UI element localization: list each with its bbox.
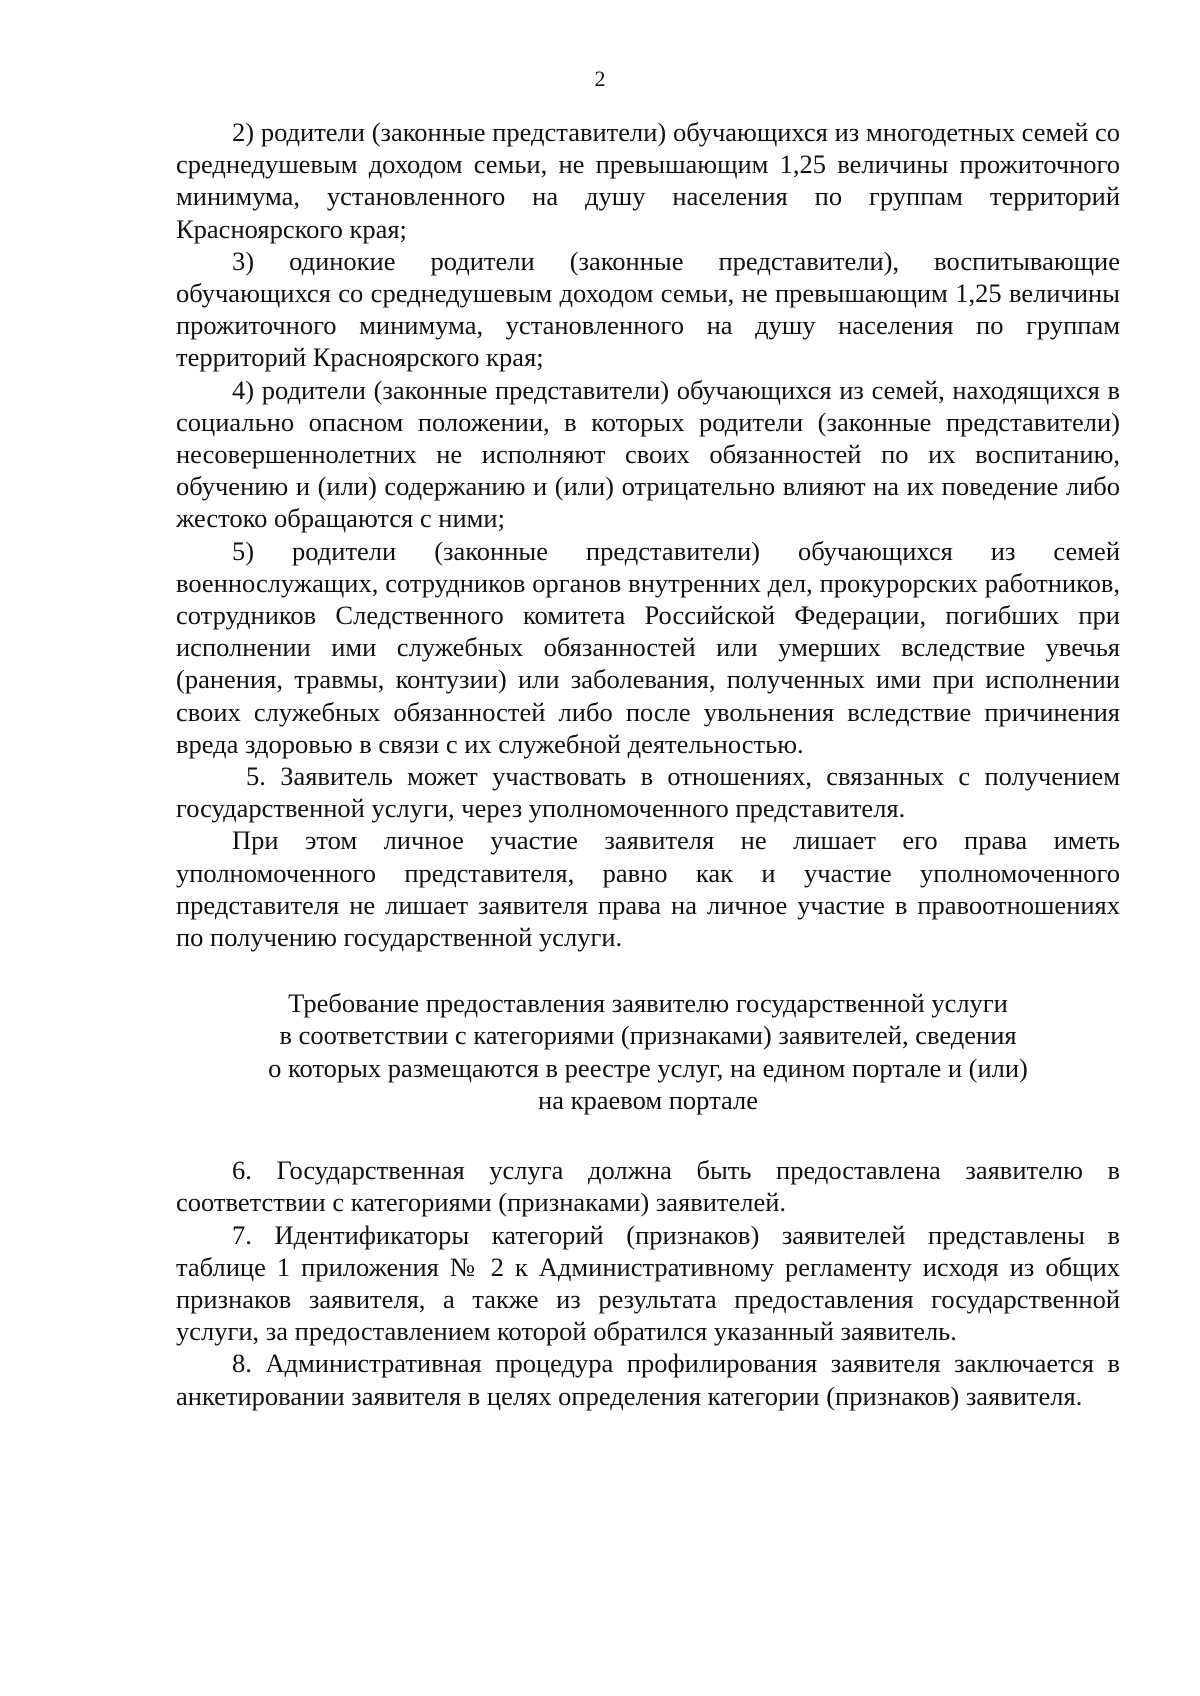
section-heading-line: Требование предоставления заявителю государственной услуги <box>288 988 1008 1019</box>
section-heading-line: о которых размещаются в реестре услуг, на едином портале и (или) <box>268 1052 1028 1083</box>
paragraph-clause-8: 8. Административная процедура профилирования заявителя заключается в анкетировании заявителя в целях определения категории (признаков) заявителя. <box>176 1348 1120 1411</box>
section-heading <box>176 987 1120 1116</box>
paragraph-clause-5: 5. Заявитель может участвовать в отношениях, связанных с получением государственной услуги, через уполномоченного представителя. <box>176 761 1120 824</box>
paragraph-item-2: 2) родители (законные представители) обучающихся из многодетных семей со среднедушевым доходом семьи, не превышающим 1,25 величины прожиточного минимума, установленного на душу населения по группам территорий Красноярского края; <box>176 117 1120 244</box>
document-body <box>176 116 1120 1412</box>
paragraph-item-4: 4) родители (законные представители) обучающихся из семей, находящихся в социально опасном положении, в которых родители (законные представители) несовершеннолетних не исполняют своих обязанностей по их воспитанию, обучению и (или) содержанию и (или) отрицательно влияют на их поведение либо жестоко обращаются с ними; <box>176 374 1120 534</box>
section-heading-line: на краевом портале <box>538 1084 758 1115</box>
paragraph-clause-6: 6. Государственная услуга должна быть предоставлена заявителю в соответствии с категориями (признаками) заявителей. <box>176 1155 1120 1218</box>
paragraph-item-5: 5) родители (законные представители) обучающихся из семей военнослужащих, сотрудников органов внутренних дел, прокурорских работников, сотрудников Следственного комитета Российской Федерации, погибших при исполнении ими служебных обязанностей или умерших вследствие увечья (ранения, травмы, контузии) или заболевания, полученных ими при исполнении своих служебных обязанностей либо после увольнения вследствие причинения вреда здоровью в связи с их служебной деятельностью. <box>176 535 1120 759</box>
section-heading-line: в соответствии с категориями (признаками) заявителей, сведения <box>279 1020 1017 1051</box>
page-number: 2 <box>594 66 606 91</box>
paragraph-item-3: 3) одинокие родители (законные представители), воспитывающие обучающихся со среднедушевым доходом семьи, не превышающим 1,25 величины прожиточного минимума, установленного на душу населения по группам территорий Красноярского края; <box>176 245 1120 373</box>
paragraph-clause-5-continued: При этом личное участие заявителя не лишает его права иметь уполномоченного представителя, равно как и участие уполномоченного представителя не лишает заявителя права на личное участие в правоотношениях по получению государственной услуги. <box>176 825 1120 953</box>
paragraph-clause-7: 7. Идентификаторы категорий (признаков) заявителей представлены в таблице 1 приложения № 2 к Административному регламенту исходя из общих признаков заявителя, а также из результата предоставления государственной услуги, за предоставлением которой обратился указанный заявитель. <box>176 1219 1120 1347</box>
